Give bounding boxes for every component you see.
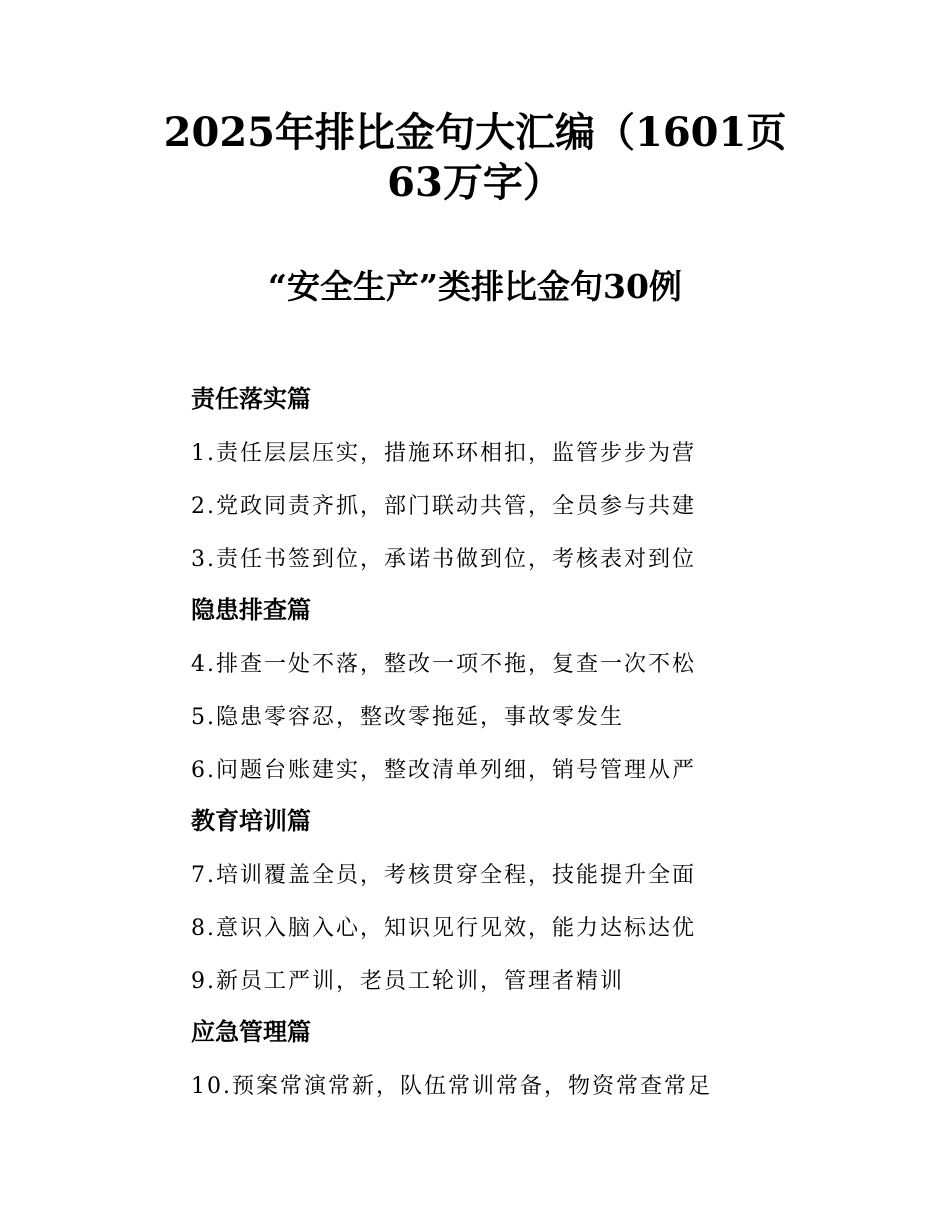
list-item: 10.预案常演常新，队伍常训常备，物资常查常足 [191, 1074, 712, 1099]
section-emergency-management [191, 1011, 811, 1116]
section-hazard-inspection [191, 589, 811, 800]
section-heading: 责任落实篇 [191, 385, 311, 413]
list-item: 2.党政同责齐抓，部门联动共管，全员参与共建 [191, 494, 696, 519]
list-item: 5.隐患零容忍，整改零拖延，事故零发生 [191, 705, 624, 730]
document-title: 2025年排比金句大汇编（1601页63万字） [163, 109, 787, 206]
document-subtitle: “安全生产”类排比金句30例 [268, 267, 682, 306]
list-item: 9.新员工严训，老员工轮训，管理者精训 [191, 969, 624, 994]
list-item: 6.问题台账建实，整改清单列细，销号管理从严 [191, 758, 696, 783]
section-heading: 应急管理篇 [191, 1018, 311, 1046]
section-heading: 教育培训篇 [191, 807, 311, 835]
list-item: 1.责任层层压实，措施环环相扣，监管步步为营 [191, 441, 696, 466]
document-body [191, 378, 811, 1116]
section-heading: 隐患排查篇 [191, 596, 311, 624]
list-item: 7.培训覆盖全员，考核贯穿全程，技能提升全面 [191, 863, 696, 888]
section-education-training [191, 800, 811, 1011]
list-item: 4.排查一处不落，整改一项不拖，复查一次不松 [191, 652, 696, 677]
list-item: 8.意识入脑入心，知识见行见效，能力达标达优 [191, 916, 696, 941]
list-item: 3.责任书签到位，承诺书做到位，考核表对到位 [191, 547, 696, 572]
section-responsibility [191, 378, 811, 589]
